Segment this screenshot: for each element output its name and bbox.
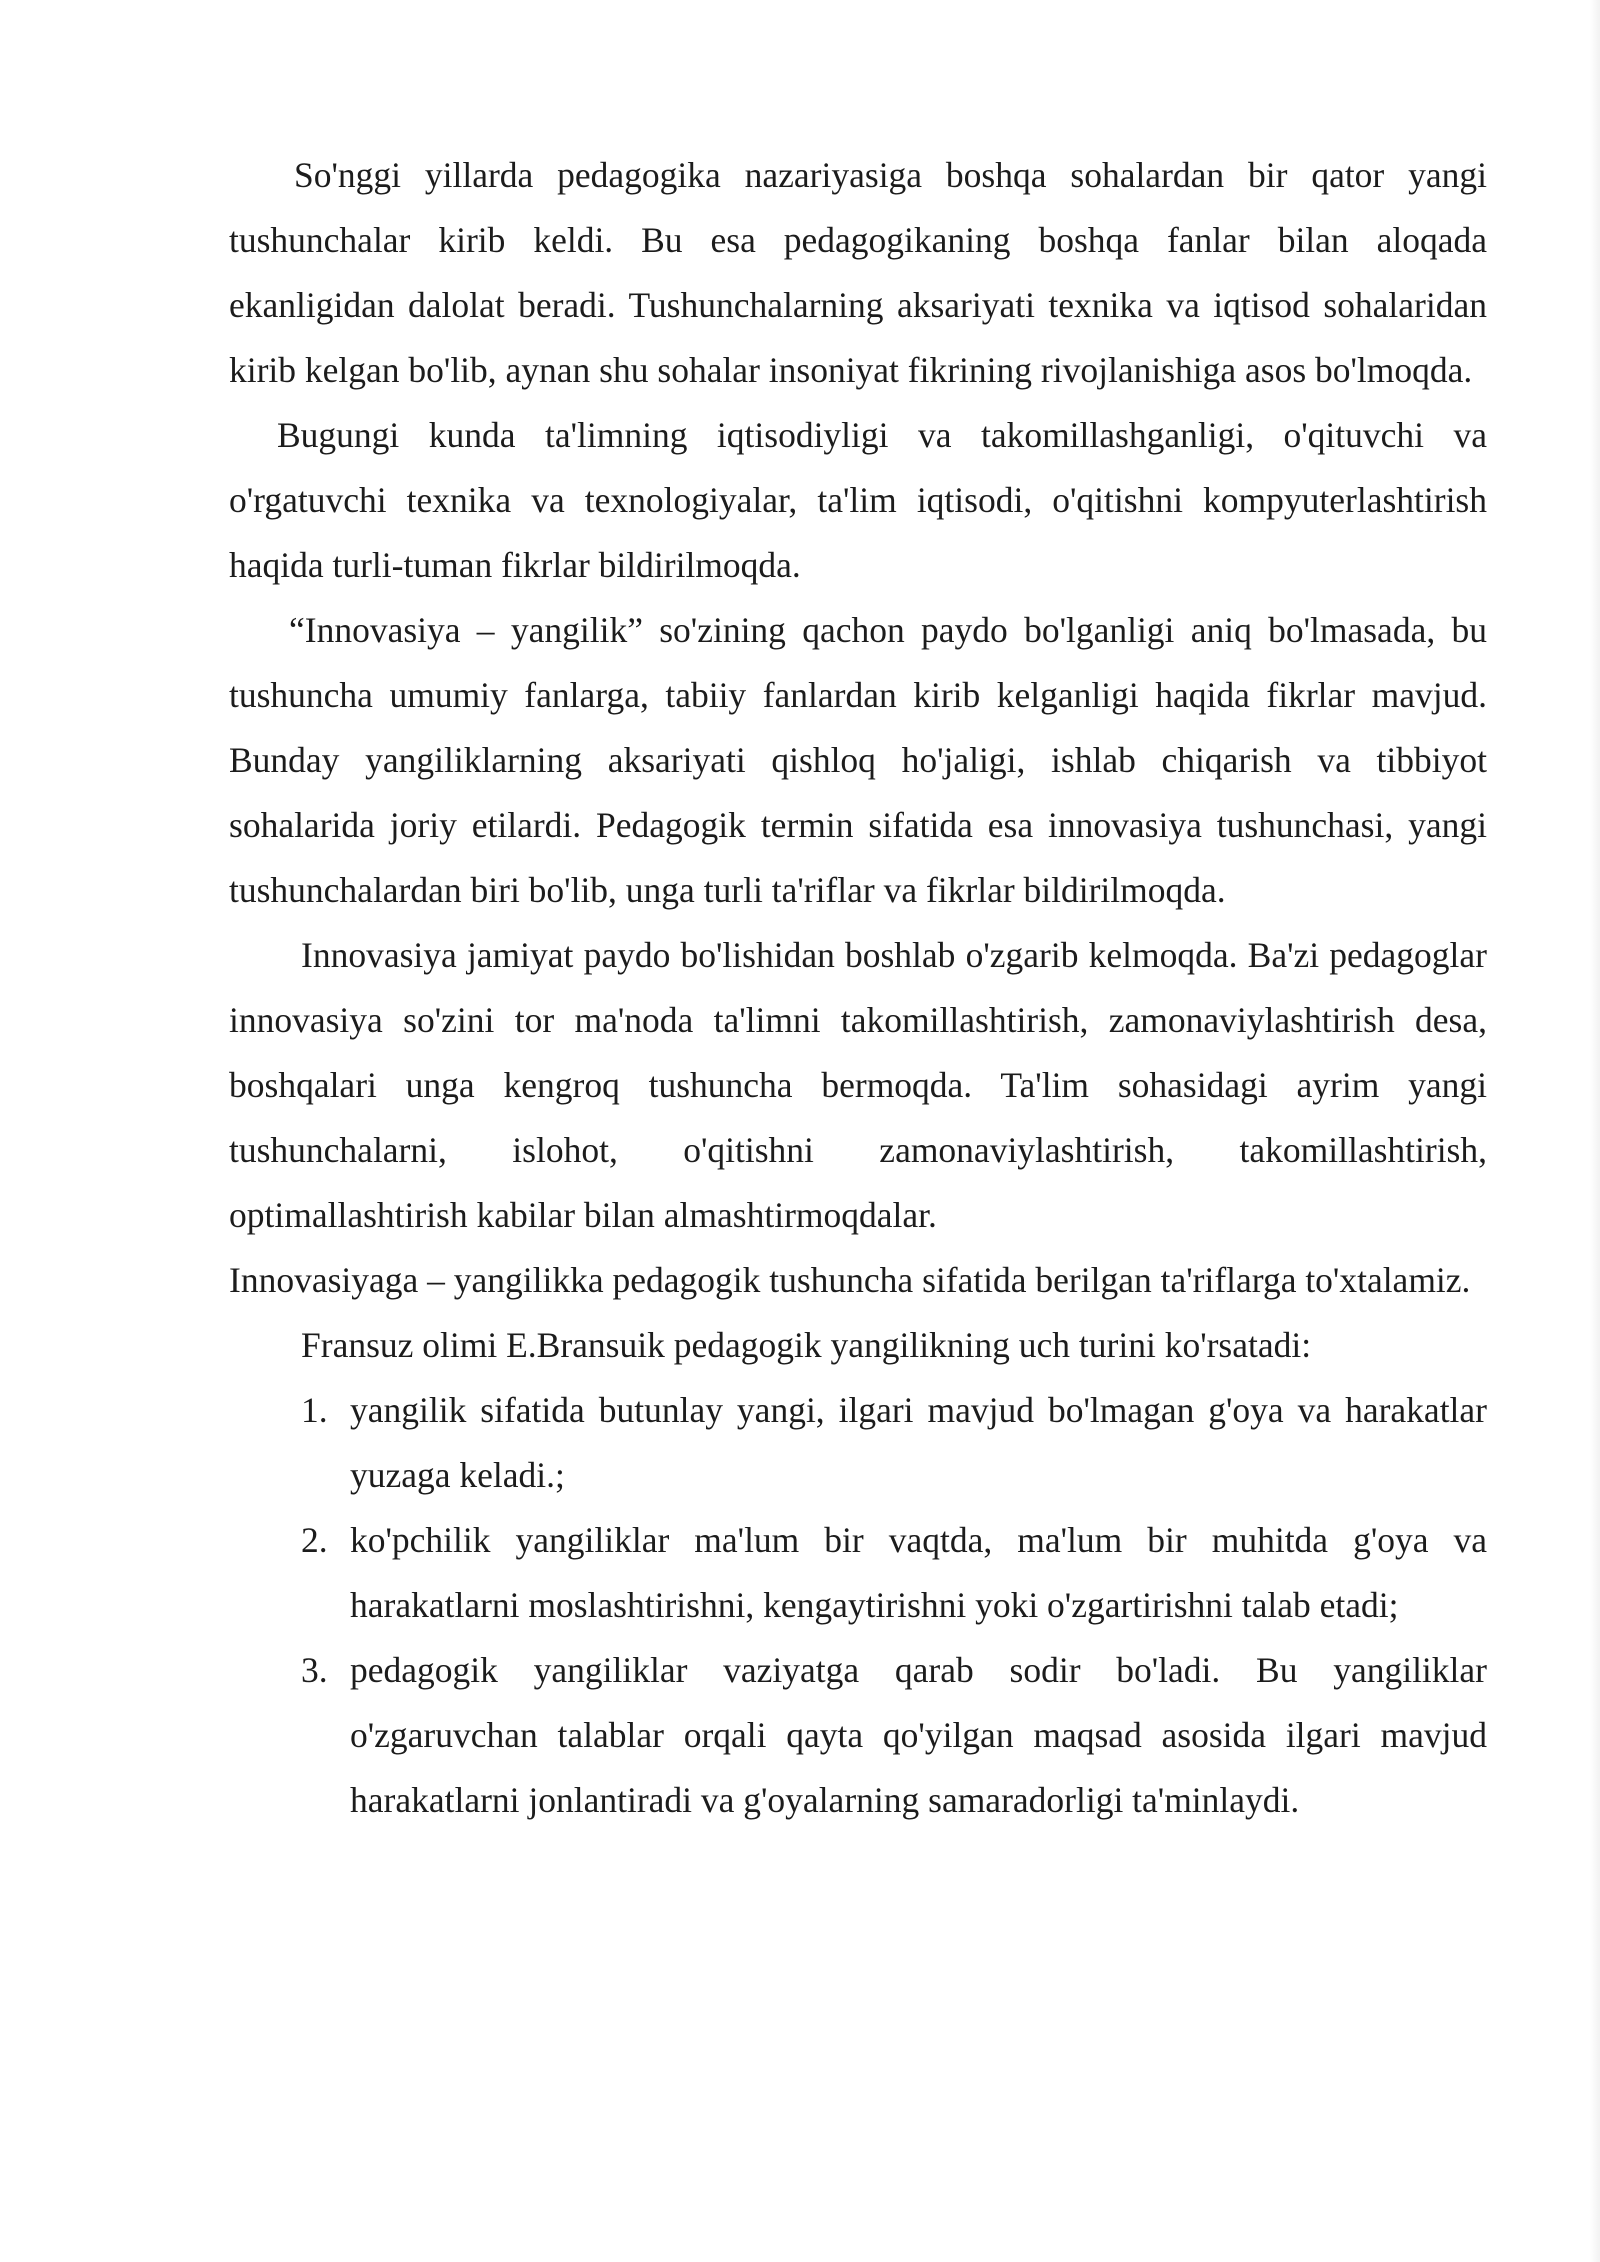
paragraph-4: Innovasiya jamiyat paydo bo'lishidan boshlab o'zgarib kelmoqda. Ba'zi pedagoglar innovasiya so'zini tor ma'noda ta'limni takomillashtirish, zamonaviylashtirish desa, boshqalari unga kengroq tushuncha bermoqda. Ta'lim sohasidagi ayrim yangi tushunchalarni, islohot, o'qitishni zamonaviylashtirish, takomillashtirish, optimallashtirish kabilar bilan almashtirmoqdalar.	[229, 935, 1487, 1235]
list-number: 3.	[301, 1650, 328, 1690]
paragraph-3: “Innovasiya – yangilik” so'zining qachon paydo bo'lganligi aniq bo'lmasada, bu tushuncha umumiy fanlarga, tabiiy fanlardan kirib kelganligi haqida fikrlar mavjud. Bunday yangiliklarning aksariyati qishloq ho'jaligi, ishlab chiqarish va tibbiyot sohalarida joriy etilardi. Pedagogik termin sifatida esa innovasiya tushunchasi, yangi tushunchalardan biri bo'lib, unga turli ta'riflar va fikrlar bildirilmoqda.	[229, 610, 1487, 910]
list-item-text: ko'pchilik yangiliklar ma'lum bir vaqtda, ma'lum bir muhitda g'oya va harakatlarni moslashtirishni, kengaytirishni yoki o'zgartirishni talab etadi;	[350, 1520, 1487, 1625]
numbered-list	[229, 1378, 1487, 1833]
paragraph-1: So'nggi yillarda pedagogika nazariyasiga boshqa sohalardan bir qator yangi tushunchalar kirib keldi. Bu esa pedagogikaning boshqa fanlar bilan aloqada ekanligidan dalolat beradi. Tushunchalarning aksariyati texnika va iqtisod sohalaridan kirib kelgan bo'lib, aynan shu sohalar insoniyat fikrining rivojlanishiga asos bo'lmoqda.	[229, 155, 1487, 390]
document-body	[229, 143, 1487, 1833]
paragraph-5: Innovasiyaga – yangilikka pedagogik tushuncha sifatida berilgan ta'riflarga to'xtalamiz.	[229, 1260, 1471, 1300]
list-item-1	[229, 1378, 1487, 1508]
list-number: 2.	[301, 1520, 328, 1560]
list-number: 1.	[301, 1390, 328, 1430]
list-intro: Fransuz olimi E.Bransuik pedagogik yangilikning uch turini ko'rsatadi:	[301, 1325, 1312, 1365]
list-item-text: pedagogik yangiliklar vaziyatga qarab sodir bo'ladi. Bu yangiliklar o'zgaruvchan talablar orqali qayta qo'yilgan maqsad asosida ilgari mavjud harakatlarni jonlantiradi va g'oyalarning samaradorligi ta'minlaydi.	[350, 1650, 1487, 1820]
list-item-text: yangilik sifatida butunlay yangi, ilgari mavjud bo'lmagan g'oya va harakatlar yuzaga keladi.;	[350, 1390, 1487, 1495]
page-edge-shadow	[1590, 0, 1600, 2262]
list-item-2	[229, 1508, 1487, 1638]
paragraph-2: Bugungi kunda ta'limning iqtisodiyligi va takomillashganligi, o'qituvchi va o'rgatuvchi texnika va texnologiyalar, ta'lim iqtisodi, o'qitishni kompyuterlashtirish haqida turli-tuman fikrlar bildirilmoqda.	[229, 415, 1487, 585]
list-item-3	[229, 1638, 1487, 1833]
